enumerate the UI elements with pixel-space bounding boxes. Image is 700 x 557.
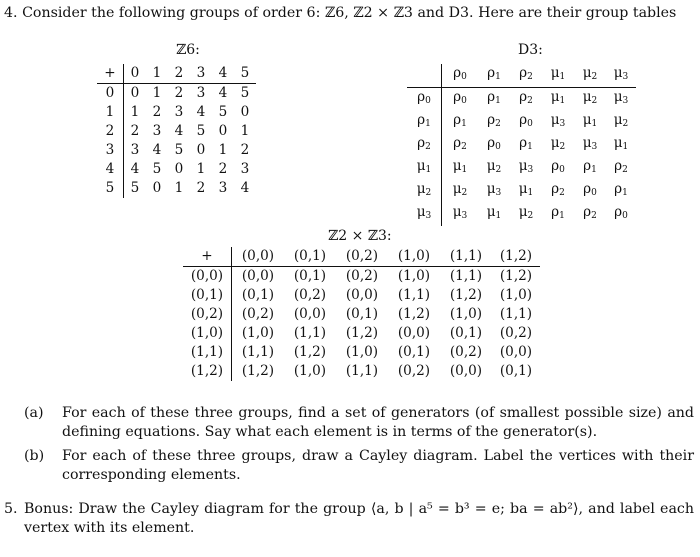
table-cell: (1,1) [499, 306, 533, 322]
problem-4-intro: Consider the following groups of order 6: ℤ6, ℤ2 × ℤ3 and D3. Here are their group tables [22, 5, 677, 21]
row-label-cell: 5 [97, 179, 124, 198]
table-cell: $\mu_2$ [452, 181, 468, 198]
table-cell: 4 [152, 142, 162, 158]
table-cell: (0,2) [499, 325, 533, 341]
table-cell: $\mu_1$ [550, 89, 566, 106]
row-label-cell: $\rho_0$ [407, 88, 442, 112]
table-cell: $\mu_3$ [582, 135, 598, 152]
header-cell: (1,0) [388, 247, 440, 267]
table-cell: (1,2) [397, 306, 431, 322]
table-cell: (0,2) [345, 268, 379, 284]
table-cell: 4 [174, 123, 184, 139]
table-row [407, 157, 636, 180]
table-row [407, 180, 636, 203]
table-cell: 1 [152, 85, 162, 101]
table-row [183, 324, 540, 343]
z2z3-header-row [183, 247, 540, 267]
table-cell: (0,1) [241, 287, 275, 303]
z6-group-table [97, 64, 256, 198]
header-cell [407, 64, 442, 88]
part-a [24, 404, 694, 444]
table-cell: (1,0) [449, 306, 483, 322]
table-cell: $\rho_2$ [583, 204, 597, 221]
table-cell: $\mu_2$ [582, 89, 598, 106]
table-cell: (1,2) [345, 325, 379, 341]
problem-4-heading [4, 4, 676, 22]
problem-5-text: Bonus: Draw the Cayley diagram for the group ⟨a, b | a⁵ = b³ = e; ba = ab²⟩, and label each vertex with its element. [24, 501, 694, 536]
part-a-label: (a) [24, 405, 44, 421]
header-cell: $\mu_2$ [574, 64, 606, 88]
table-row [97, 160, 256, 179]
table-cell: $\rho_2$ [519, 89, 533, 106]
table-cell: (0,1) [345, 306, 379, 322]
header-cell: $\rho_0$ [442, 64, 479, 88]
table-cell: 5 [218, 104, 228, 120]
row-label-cell: $\mu_1$ [407, 157, 442, 180]
table-cell: (1,0) [397, 268, 431, 284]
table-cell: 4 [218, 85, 228, 101]
table-cell: 2 [240, 142, 250, 158]
row-label-cell: 0 [97, 84, 124, 104]
table-row [97, 103, 256, 122]
table-cell: 2 [174, 85, 184, 101]
table-row [97, 179, 256, 198]
table-cell: (0,0) [499, 344, 533, 360]
table-cell: $\rho_0$ [487, 135, 501, 152]
table-cell: $\mu_3$ [486, 181, 502, 198]
table-row [407, 111, 636, 134]
table-cell: 5 [196, 123, 206, 139]
table-row [183, 286, 540, 305]
table-cell: $\mu_3$ [518, 158, 534, 175]
row-label-cell: (0,1) [183, 286, 232, 305]
table-cell: $\rho_1$ [614, 181, 628, 198]
table-cell: (1,2) [449, 287, 483, 303]
table-cell: (1,1) [449, 268, 483, 284]
part-b-text: For each of these three groups, draw a Cayley diagram. Label the vertices with their corresponding elements. [62, 448, 694, 483]
table-cell: (0,0) [293, 306, 327, 322]
table-cell: (1,2) [241, 363, 275, 379]
table-cell: 0 [240, 104, 250, 120]
table-cell: 3 [218, 180, 228, 196]
table-cell: (0,2) [397, 363, 431, 379]
header-cell: $\mu_1$ [542, 64, 574, 88]
table-cell: $\mu_2$ [518, 204, 534, 221]
table-cell: $\rho_2$ [614, 158, 628, 175]
table-cell: $\mu_1$ [518, 181, 534, 198]
header-cell: $\rho_2$ [510, 64, 542, 88]
table-cell: (0,2) [293, 287, 327, 303]
table-cell: $\mu_3$ [550, 112, 566, 129]
header-cell: 2 [168, 64, 190, 84]
table-cell: $\mu_1$ [613, 135, 629, 152]
table-cell: (0,1) [397, 344, 431, 360]
table-cell: (1,1) [241, 344, 275, 360]
table-cell: (0,1) [499, 363, 533, 379]
table-cell: $\rho_2$ [453, 135, 467, 152]
table-cell: $\mu_1$ [452, 158, 468, 175]
table-cell: 0 [196, 142, 206, 158]
table-cell: (1,1) [345, 363, 379, 379]
row-label-cell: $\mu_3$ [407, 203, 442, 226]
header-cell: 4 [212, 64, 234, 84]
table-cell: 5 [130, 180, 140, 196]
table-cell: 1 [218, 142, 228, 158]
table-row [183, 305, 540, 324]
header-cell: (0,0) [232, 247, 285, 267]
table-cell: (0,1) [293, 268, 327, 284]
table-cell: $\mu_2$ [550, 135, 566, 152]
table-cell: (0,0) [397, 325, 431, 341]
table-cell: (0,0) [241, 268, 275, 284]
header-cell: 1 [146, 64, 168, 84]
table-cell: (0,0) [345, 287, 379, 303]
table-cell: 0 [218, 123, 228, 139]
table-cell: 5 [174, 142, 184, 158]
part-b-label: (b) [24, 448, 45, 464]
d3-header-row [407, 64, 636, 88]
header-cell: 3 [190, 64, 212, 84]
table-cell: $\rho_2$ [487, 112, 501, 129]
header-cell: (0,1) [284, 247, 336, 267]
table-cell: 2 [130, 123, 140, 139]
table-cell: (1,0) [241, 325, 275, 341]
row-label-cell: $\rho_2$ [407, 134, 442, 157]
table-row [183, 343, 540, 362]
table-cell: 1 [196, 161, 206, 177]
row-label-cell: 4 [97, 160, 124, 179]
z2z3-caption: ℤ2 × ℤ3: [328, 228, 392, 244]
z6-header-row [97, 64, 256, 84]
table-cell: $\mu_1$ [582, 112, 598, 129]
row-label-cell: (1,0) [183, 324, 232, 343]
table-cell: (1,0) [293, 363, 327, 379]
table-cell: $\rho_0$ [583, 181, 597, 198]
header-cell: $\mu_3$ [606, 64, 636, 88]
table-cell: $\rho_0$ [551, 158, 565, 175]
table-cell: 0 [174, 161, 184, 177]
table-cell: 1 [130, 104, 140, 120]
table-cell: (1,0) [499, 287, 533, 303]
header-cell: 5 [234, 64, 256, 84]
row-label-cell: $\mu_2$ [407, 180, 442, 203]
row-label-cell: 3 [97, 141, 124, 160]
header-cell: + [183, 247, 232, 267]
table-cell: $\mu_2$ [486, 158, 502, 175]
table-cell: $\rho_0$ [614, 204, 628, 221]
problem-5-number: 5. [4, 501, 18, 517]
table-cell: 2 [152, 104, 162, 120]
z6-caption: ℤ6: [176, 42, 200, 58]
header-cell: (1,2) [492, 247, 540, 267]
table-cell: 3 [196, 85, 206, 101]
table-row [97, 84, 256, 104]
table-cell: 3 [152, 123, 162, 139]
z2z3-group-table [183, 247, 540, 381]
table-cell: (1,2) [499, 268, 533, 284]
table-cell: 1 [174, 180, 184, 196]
table-row [97, 141, 256, 160]
table-row [183, 267, 540, 287]
table-cell: (0,2) [241, 306, 275, 322]
table-cell: (0,2) [449, 344, 483, 360]
table-cell: 0 [152, 180, 162, 196]
table-cell: 5 [152, 161, 162, 177]
table-cell: (1,1) [293, 325, 327, 341]
row-label-cell: (0,0) [183, 267, 232, 287]
problem-4-number: 4. [4, 5, 18, 21]
problem-5 [4, 500, 694, 540]
table-cell: 4 [240, 180, 250, 196]
header-cell: + [97, 64, 124, 84]
header-cell: (0,2) [336, 247, 388, 267]
table-cell: $\rho_1$ [583, 158, 597, 175]
table-cell: $\rho_1$ [453, 112, 467, 129]
table-cell: (1,0) [345, 344, 379, 360]
header-cell: 0 [124, 64, 147, 84]
table-cell: $\rho_1$ [487, 89, 501, 106]
table-cell: $\rho_2$ [551, 181, 565, 198]
table-cell: 3 [130, 142, 140, 158]
row-label-cell: 1 [97, 103, 124, 122]
table-cell: 2 [218, 161, 228, 177]
table-cell: $\rho_0$ [453, 89, 467, 106]
table-cell: $\rho_1$ [519, 135, 533, 152]
row-label-cell: $\rho_1$ [407, 111, 442, 134]
d3-group-table [407, 64, 636, 226]
table-cell: $\rho_0$ [519, 112, 533, 129]
table-cell: $\mu_2$ [613, 112, 629, 129]
part-a-text: For each of these three groups, find a set of generators (of smallest possible size) and defining equations. Say what each element is in terms of the generator(s). [62, 405, 694, 440]
row-label-cell: 2 [97, 122, 124, 141]
table-row [97, 122, 256, 141]
table-cell: $\mu_3$ [452, 204, 468, 221]
row-label-cell: (1,1) [183, 343, 232, 362]
table-cell: 0 [130, 85, 140, 101]
table-cell: $\mu_1$ [486, 204, 502, 221]
table-cell: 5 [240, 85, 250, 101]
table-cell: 4 [196, 104, 206, 120]
table-row [407, 88, 636, 112]
part-b [24, 447, 694, 487]
table-cell: $\mu_3$ [613, 89, 629, 106]
row-label-cell: (0,2) [183, 305, 232, 324]
table-cell: 2 [196, 180, 206, 196]
table-cell: (1,1) [397, 287, 431, 303]
table-cell: (0,0) [449, 363, 483, 379]
table-row [407, 134, 636, 157]
d3-caption: D3: [518, 42, 543, 58]
header-cell: (1,1) [440, 247, 492, 267]
header-cell: $\rho_1$ [478, 64, 510, 88]
table-cell: 4 [130, 161, 140, 177]
table-cell: (1,2) [293, 344, 327, 360]
table-cell: 3 [174, 104, 184, 120]
table-cell: 3 [240, 161, 250, 177]
table-row [183, 362, 540, 381]
table-cell: 1 [240, 123, 250, 139]
table-row [407, 203, 636, 226]
table-cell: $\rho_1$ [551, 204, 565, 221]
row-label-cell: (1,2) [183, 362, 232, 381]
table-cell: (0,1) [449, 325, 483, 341]
